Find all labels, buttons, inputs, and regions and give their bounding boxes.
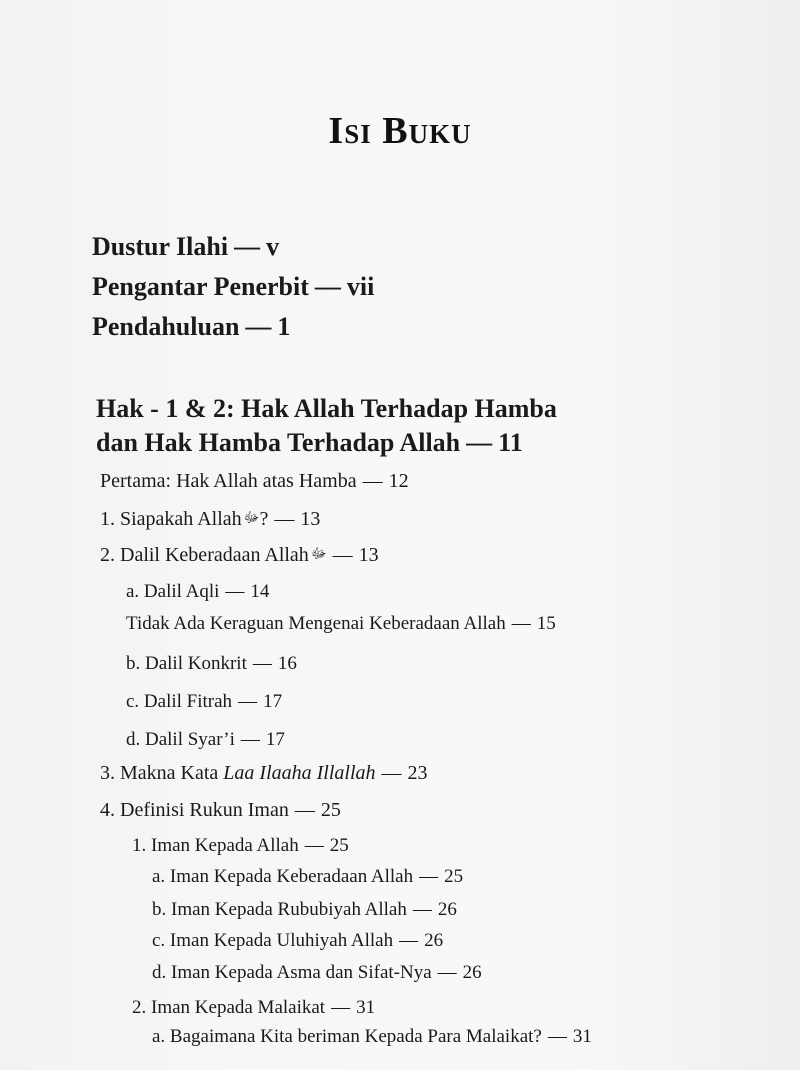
toc-page: 31: [356, 997, 376, 1018]
toc-page: 14: [250, 581, 270, 602]
toc-dash: —: [240, 729, 260, 750]
toc-label: d. Iman Kepada Asma dan Sifat-Nya: [152, 962, 432, 983]
toc-entry-hak-line1: [96, 394, 557, 424]
toc-label: Pengantar Penerbit: [92, 272, 309, 301]
toc-entry-makna-kata: [100, 762, 428, 785]
toc-label: 1. Siapakah Allah: [100, 508, 242, 530]
toc-page: 11: [498, 428, 523, 457]
toc-label: 1. Iman Kepada Allah: [132, 835, 299, 856]
toc-entry-iman-keberadaan: [152, 866, 463, 888]
toc-entry-iman-asma: [152, 962, 482, 984]
toc-label: a. Bagaimana Kita beriman Kepada Para Malaikat?: [152, 1026, 542, 1047]
toc-label: c. Iman Kepada Uluhiyah Allah: [152, 930, 394, 951]
toc-entry-dalil-aqli: [126, 581, 269, 603]
toc-dash: —: [252, 653, 272, 674]
toc-label: a. Iman Kepada Keberadaan Allah: [152, 866, 414, 887]
toc-dash: —: [466, 428, 493, 457]
toc-label-italic: Laa Ilaaha Illallah: [223, 762, 376, 784]
toc-entry-tidak-ada-keraguan: [126, 613, 556, 635]
toc-page: v: [266, 232, 280, 261]
toc-dash: —: [547, 1026, 567, 1047]
toc-label: 4. Definisi Rukun Iman: [100, 799, 289, 821]
toc-page: 16: [277, 653, 297, 674]
toc-page: 15: [536, 613, 556, 634]
allah-glyph-icon: ﷻ: [243, 511, 260, 526]
toc-page: 13: [358, 544, 379, 566]
toc-label: Pendahuluan: [92, 312, 240, 341]
toc-entry-definisi: [100, 799, 341, 822]
toc-label: d. Dalil Syar’i: [126, 729, 235, 750]
toc-label: b. Iman Kepada Rububiyah Allah: [152, 899, 407, 920]
toc-page: 17: [265, 729, 285, 750]
toc-dash: —: [234, 232, 261, 261]
toc-label: 2. Iman Kepada Malaikat: [132, 997, 326, 1018]
toc-dash: —: [362, 470, 383, 492]
toc-label: a. Dalil Aqli: [126, 581, 220, 602]
toc-label: c. Dalil Fitrah: [126, 691, 233, 712]
toc-entry-pertama: [100, 470, 409, 493]
toc-label: Pertama: Hak Allah atas Hamba: [100, 470, 357, 492]
page-title: Isi Buku: [328, 110, 472, 153]
toc-label: 2. Dalil Keberadaan Allah: [100, 544, 309, 566]
toc-dash: —: [274, 508, 295, 530]
toc-entry-pendahuluan: [92, 312, 290, 342]
toc-label: b. Dalil Konkrit: [126, 653, 247, 674]
toc-page: 26: [424, 930, 444, 951]
toc-dash: —: [381, 762, 402, 784]
toc-dash: —: [437, 962, 457, 983]
toc-dash: —: [304, 835, 324, 856]
toc-entry-iman-rububiyah: [152, 899, 457, 921]
toc-entry-iman-uluhiyah: [152, 930, 443, 952]
toc-label: Tidak Ada Keraguan Mengenai Keberadaan Allah: [126, 613, 506, 634]
toc-page: 25: [329, 835, 349, 856]
toc-dash: —: [399, 930, 419, 951]
toc-page: 1: [277, 312, 291, 341]
toc-page: 17: [263, 691, 283, 712]
toc-page: 23: [407, 762, 428, 784]
toc-dash: —: [238, 691, 258, 712]
toc-page: 25: [444, 866, 464, 887]
toc-page: 13: [300, 508, 321, 530]
toc-label: Dustur Ilahi: [92, 232, 229, 261]
toc-dash: —: [412, 899, 432, 920]
toc-entry-siapakah: [100, 508, 320, 531]
toc-entry-dalil-keberadaan: [100, 544, 379, 567]
toc-entry-iman-malaikat: [132, 997, 375, 1019]
toc-suffix: ?: [259, 508, 269, 530]
toc-entry-dalil-konkrit: [126, 653, 297, 675]
toc-page: 25: [320, 799, 341, 821]
toc-dash: —: [419, 866, 439, 887]
toc-entry-hak-line2: [96, 428, 523, 458]
toc-page: 26: [437, 899, 457, 920]
toc-dash: —: [511, 613, 531, 634]
toc-page: vii: [346, 272, 375, 301]
toc-page: 31: [572, 1026, 592, 1047]
toc-entry-dalil-fitrah: [126, 691, 282, 713]
toc-entry-dustur: [92, 232, 279, 262]
toc-entry-bagaimana: [152, 1026, 592, 1048]
toc-dash: —: [294, 799, 315, 821]
toc-dash: —: [245, 312, 272, 341]
toc-page: 26: [462, 962, 482, 983]
toc-label: dan Hak Hamba Terhadap Allah: [96, 428, 461, 457]
toc-entry-pengantar: [92, 272, 374, 302]
toc-label: Hak - 1 & 2: Hak Allah Terhadap Hamba: [96, 394, 557, 423]
toc-page: 12: [388, 470, 409, 492]
toc-dash: —: [331, 997, 351, 1018]
toc-entry-dalil-syari: [126, 729, 285, 751]
toc-dash: —: [225, 581, 245, 602]
toc-dash: —: [332, 544, 353, 566]
toc-dash: —: [314, 272, 341, 301]
toc-label: 3. Makna Kata: [100, 762, 224, 784]
toc-entry-iman-allah: [132, 835, 349, 857]
allah-glyph-icon: ﷻ: [310, 547, 327, 562]
